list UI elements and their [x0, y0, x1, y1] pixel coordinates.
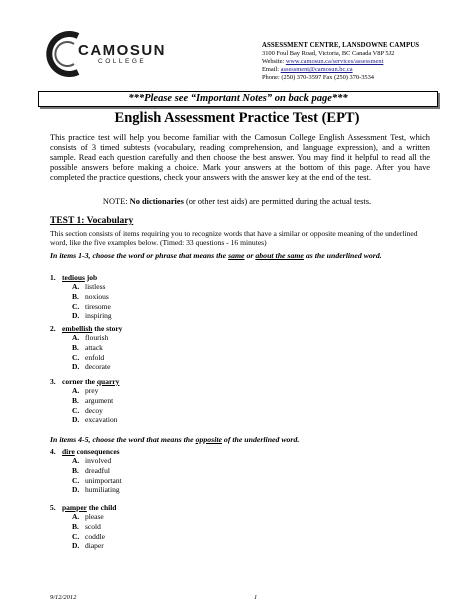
website-line [262, 58, 419, 66]
option-d[interactable]: D. decorate [72, 362, 111, 372]
stem-post: job [84, 273, 98, 282]
email-link[interactable]: assessment@camosun.bc.ca [280, 66, 353, 74]
instr2-prefix: In items 4-5, choose the word that means the [50, 435, 196, 444]
question-stem [50, 447, 122, 456]
instr1-same: same [228, 251, 245, 260]
option-a[interactable]: A. involved [72, 456, 112, 465]
campus-name: ASSESSMENT CENTRE, LANSDOWNE CAMPUS [262, 42, 420, 49]
option-b[interactable]: B. noxious [72, 291, 109, 301]
option-b[interactable]: B. dreadful [72, 465, 110, 475]
footer-page-number: 1 [254, 594, 258, 601]
question-number: 1. [50, 273, 56, 282]
option-a[interactable]: A. please [72, 512, 104, 521]
note-suffix: (or other test aids) are permitted during the actual tests. [183, 197, 372, 206]
question-number: 4. [50, 447, 56, 456]
website-link[interactable]: www.camosun.ca/services/assessment [285, 58, 384, 66]
option-a[interactable]: A. flourish [72, 333, 109, 342]
question-stem [50, 273, 112, 282]
option-a[interactable]: A. listless [72, 282, 106, 291]
question-stem [50, 377, 119, 386]
question-3 [50, 377, 119, 425]
option-c[interactable]: C. enfold [72, 352, 105, 362]
option-d[interactable]: D. excavation [72, 415, 118, 425]
email-label: Email: [262, 66, 280, 74]
option-d[interactable]: D. inspiring [72, 311, 112, 321]
website-label: Website: [262, 58, 285, 66]
option-c[interactable]: C. tiresome [72, 301, 111, 311]
question-4 [50, 447, 122, 495]
question-1 [50, 273, 112, 321]
test1-description: This section consists of items requiring you to recognize words that have a similar or opposite meaning of the underlined word, like the five examples below. (Timed: 33 questions - 16 minutes) [50, 229, 418, 248]
logo-sub: COLLEGE [98, 58, 147, 65]
note-prefix: NOTE: [102, 197, 130, 206]
instr1-prefix: In items 1-3, choose the word or phrase that means the [50, 251, 229, 260]
email-line [262, 66, 419, 74]
stem-post: the child [86, 503, 117, 512]
instruction-items-4-5 [50, 435, 450, 445]
question-number: 3. [50, 377, 56, 386]
option-d[interactable]: D. diaper [72, 541, 104, 551]
instruction-items-1-3 [50, 251, 450, 261]
intro-paragraph: This practice test will help you become familiar with the Camosun College English Assessment Test, which consists of 3 timed subtests (vocabulary, reading comprehension, and language expression), and a written sample. Read each question carefully and then choose the best answer. You may find it helpful to read all the possible answers before making a choice. Mark your answers at the bottom of this page. After you have completed the practice questions, check your answers with the answer key at the end of the test. [50, 133, 430, 182]
instr1-suffix: as the underlined word. [303, 251, 382, 260]
page-title: English Assessment Practice Test (EPT) [114, 110, 360, 126]
question-stem [50, 324, 122, 333]
option-c[interactable]: C. coddle [72, 531, 105, 541]
question-2 [50, 324, 122, 372]
important-notes-banner: ***Please see “Important Notes” on back page*** [38, 91, 438, 107]
footer-date: 9/12/2012 [50, 594, 77, 601]
target-word: tedious [62, 273, 85, 282]
question-number: 5. [50, 503, 56, 512]
instr1-mid: or [244, 251, 256, 260]
target-word: embellish [62, 324, 93, 333]
target-word: pamper [62, 503, 87, 512]
question-stem [50, 503, 116, 512]
phone-line: Phone: (250) 370-3597 Fax (250) 370-3534 [262, 74, 375, 82]
note-line [0, 197, 474, 206]
instr2-suffix: of the underlined word. [221, 435, 300, 444]
option-b[interactable]: B. argument [72, 395, 114, 405]
street-address: 3100 Foul Bay Road, Victoria, BC Canada V8P 5J2 [262, 50, 395, 58]
option-a[interactable]: A. prey [72, 386, 99, 395]
stem-pre: corner the [62, 377, 97, 386]
question-number: 2. [50, 324, 56, 333]
instr2-opposite: opposite [195, 435, 222, 444]
address-block [262, 42, 419, 82]
option-c[interactable]: C. decoy [72, 405, 103, 415]
option-d[interactable]: D. humiliating [72, 485, 120, 495]
test1-heading: TEST 1: Vocabulary [50, 216, 134, 226]
note-bold: No dictionaries [129, 197, 184, 206]
target-word: dire [62, 447, 75, 456]
instr1-about: about the same [255, 251, 304, 260]
question-5 [50, 503, 116, 551]
logo-wordmark [78, 44, 166, 66]
option-b[interactable]: B. scold [72, 521, 101, 531]
stem-post: consequences [74, 447, 120, 456]
logo-word: CAMOSUN [78, 42, 166, 59]
option-b[interactable]: B. attack [72, 342, 103, 352]
stem-post: the story [92, 324, 123, 333]
target-word: quarry [96, 377, 120, 386]
option-c[interactable]: C. unimportant [72, 475, 122, 485]
